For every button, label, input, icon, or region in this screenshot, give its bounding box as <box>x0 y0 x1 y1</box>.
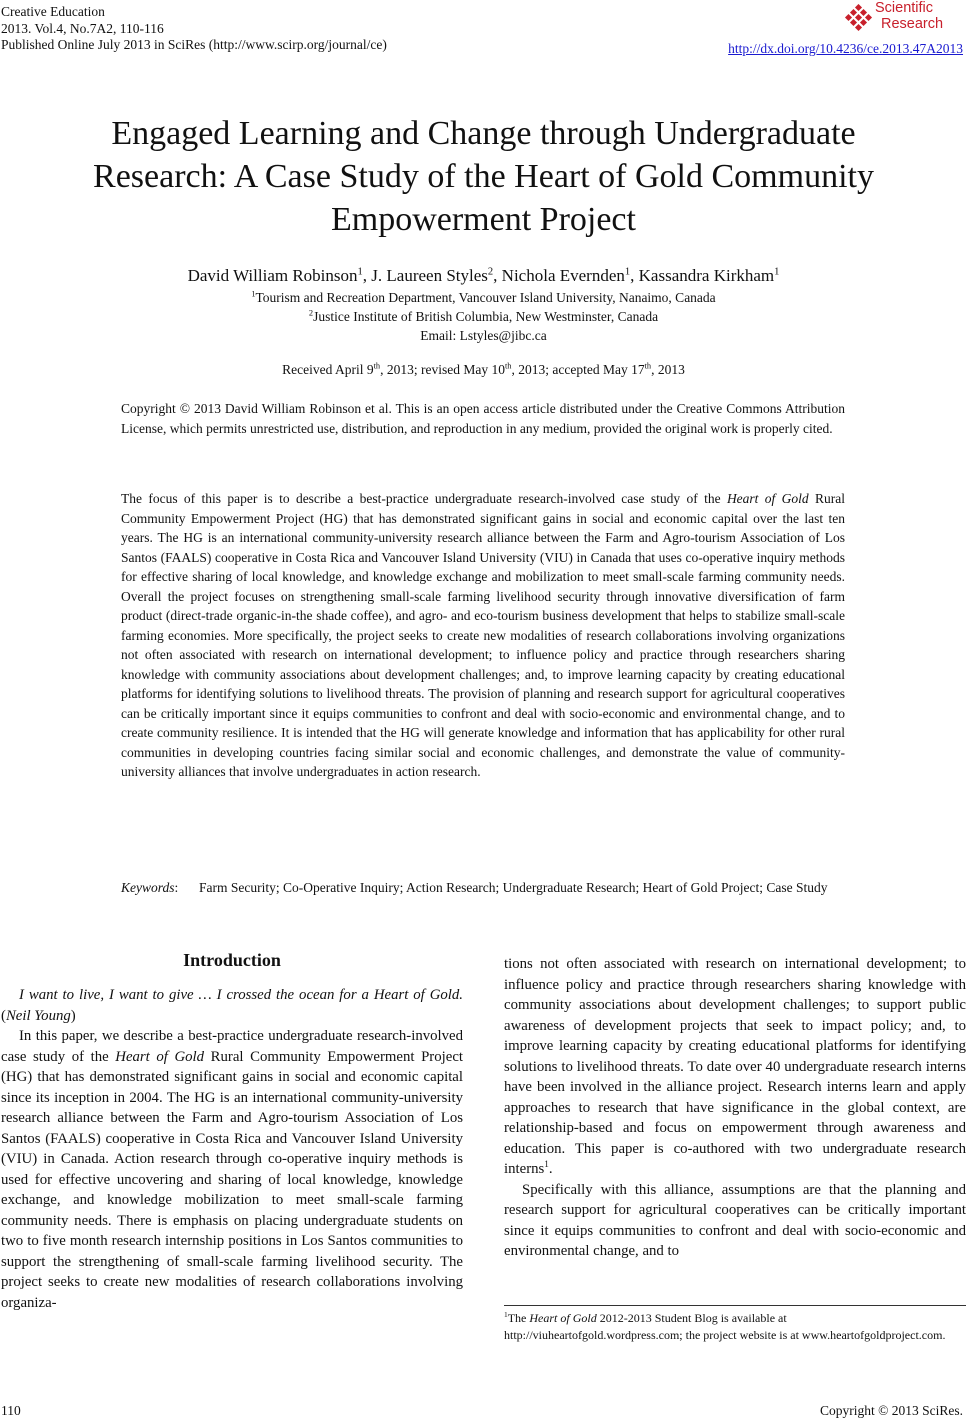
left-column <box>1 985 463 1313</box>
author: J. Laureen Styles <box>371 266 488 285</box>
affiliation: $^1$Tourism and Recreation Department, Vancouver Island University, Nanaimo, Canada <box>251 289 716 305</box>
paper-title: Engaged Learning and Change through Undergraduate Research: A Case Study of the Heart of Gold Community Empowerment Project <box>93 115 874 238</box>
affiliation: $^2$Justice Institute of British Columbia, New Westminster, Canada <box>308 308 659 324</box>
journal-name: Creative Education <box>1 4 105 19</box>
keywords-text: Farm Security; Co-Operative Inquiry; Action Research; Undergraduate Research; Heart of Gold Project; Case Study <box>199 880 828 895</box>
journal-volume: 2013. Vol.4, No.7A2, 110-116 <box>1 20 164 36</box>
publisher-logo <box>843 0 963 40</box>
epigraph: I want to live, I want to give … I crossed the ocean for a Heart of Gold. (Neil Young) <box>1 987 463 1024</box>
journal-published: Published Online July 2013 in SciRes (http://www.scirp.org/journal/ce) <box>1 37 387 52</box>
abstract: The focus of this paper is to describe a best-practice undergraduate research-involved case study of the Heart of Gold Rural Community Empowerment Project (HG) that has demonstrated significant gains in social and economic capital over the last ten years. The HG is an international community-university research alliance between the Farm and Agro-tourism Association of Los Santos (FAALS) cooperative in Costa Rica and Vancouver Island University (VIU) in Canada that uses co-operative inquiry methods for effective sharing of local knowledge, and knowledge exchange and mobilization to meet small-scale farming community needs. Overall the project focuses on strengthening small-scale farming livelihood security through innovative diversification of farm product (direct-trade organic-in-the shade coffee), and agro- and eco-tourism business development that helps to stabilize small-scale farming economies. More specifically, the project seeks to create new modalities of research collaborations involving organizations not often associated with research on international development; to influence policy and practice through researchers sharing knowledge with community associations about development challenges; and, to improve learning capacity by creating educational platforms for identifying solutions to livelihood threats. The provision of planning and research support for agricultural cooperatives can be critically important since it equips communities to confront and deal with socio-economic and environmental change, and to create community resilience. It is intended that the HG will generate knowledge and information that has applicability for other rural communities in developing countries facing similar social and economic challenges, and demonstrate the value of community-university alliances that involve undergraduates in action research. <box>121 491 846 779</box>
intro-paragraph-cont: tions not often associated with research on international development; to influence policy and practice through researchers sharing knowledge with community associations about development challenges; to support public awareness of development projects that seek to impact policy; and, to improve learning capacity by creating educational platforms for identifying solutions to livelihood threats. To date over 40 undergraduate research interns have been involved in the alliance project. Research interns learn and apply approaches to research that have significance in the global context, are relationship-based and focus on empowerment through awareness and education. This paper is co-authored with two undergraduate research interns$^1$. <box>504 956 966 1177</box>
logo-wordmark: Scientific Research <box>875 0 944 32</box>
author: Nichola Evernden <box>501 266 625 285</box>
intro-paragraph: Specifically with this alliance, assumptions are that the planning and research support for agricultural cooperatives can be critically important since it equips communities to confront and deal with socio-economic and environmental change, and to <box>504 1181 966 1259</box>
footnote-rule <box>504 1305 966 1306</box>
intro-paragraph: In this paper, we describe a best-practice undergraduate research-involved case study of the Heart of Gold Rural Community Empowerment Project (HG) that has demonstrated significant gains in social and economic capital since its inception in 2004. The HG is an international community-university research alliance between the Farm and Agro-tourism Association of Los Santos (FAALS) cooperative in Costa Rica and Vancouver Island University (VIU) in Canada. Action research through co-operative inquiry methods is used for effective uncovering and sharing of local knowledge, knowledge exchange, and knowledge mobilization to meet small-scale farming community needs. There is emphasis on placing undergraduate students on two to five month research internship positions in Los Santos communities to support the strengthening of small-scale farming livelihood security. The project seeks to create new modalities of research collaborations involving organiza- <box>1 1028 463 1311</box>
page-number: 110 <box>1 1403 21 1418</box>
author-list: David William Robinson$^1$, J. Laureen Styles$^2$, Nichola Evernden$^1$, Kassandra Kirkham$^1$ <box>187 266 780 285</box>
journal-header <box>1 4 387 54</box>
author: Kassandra Kirkham <box>638 266 775 285</box>
keywords-label: Keywords <box>121 880 175 895</box>
logo-icon <box>843 4 873 34</box>
author-email: Email: Lstyles@jibc.ca <box>420 328 547 343</box>
section-heading: Introduction <box>183 950 281 970</box>
author: David William Robinson <box>187 266 358 285</box>
footnote: $^1$The Heart of Gold 2012-2013 Student Blog is available at http://viuheartofgold.wordpress.com; the project website is at www.heartofgoldproject.com. <box>504 1310 946 1342</box>
footer-copyright: Copyright © 2013 SciRes. <box>819 1403 963 1418</box>
received-dates: Received April 9th, 2013; revised May 10th, 2013; accepted May 17th, 2013 <box>282 361 685 377</box>
keywords: Keywords: Farm Security; Co-Operative Inquiry; Action Research; Undergraduate Research; Heart of Gold Project; Case Study <box>121 878 845 898</box>
copyright-notice: Copyright © 2013 David William Robinson et al. This is an open access article distributed under the Creative Commons Attribution License, which permits unrestricted use, distribution, and reproduction in any medium, provided the original work is properly cited. <box>121 401 845 436</box>
doi-link[interactable]: http://dx.doi.org/10.4236/ce.2013.47A2013 <box>728 41 963 56</box>
right-column <box>504 954 966 1262</box>
